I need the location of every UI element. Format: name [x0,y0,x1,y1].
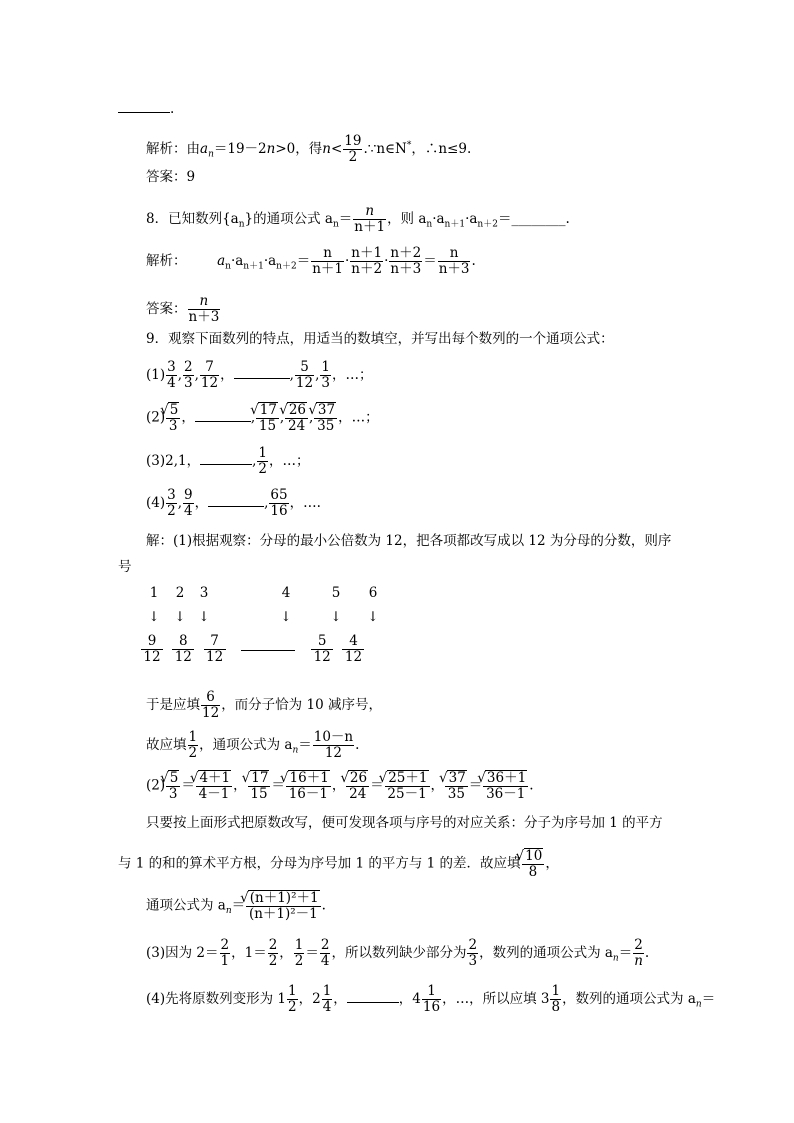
solution-9-explain-2: 与 1 的和的算术平方根，分母为序号加 1 的平方与 1 的差．故应填 √ $\frac{10}{8}$ ， [118,848,559,880]
question-9-part-2: (2) √ $\frac{5}{3}$ ， , √ $\frac{17}{15}$ , √ $\frac{26}{24}$ , √ $\frac{37}{35}$ ，…； [146,402,379,434]
answer-blank-line: . [118,100,174,118]
question-9-part-1: (1) $\frac{3}{4}$ , $\frac{2}{3}$ , $\frac{7}{12}$ ， , $\frac{5}{12}$ , $\frac{1}{3}$ ，…； [146,359,373,391]
answer-8: 答案： $\frac{n}{n+3}$ [146,293,220,325]
question-9-part-3: (3)2,1， , $\frac{1}{2}$ ，…； [146,445,310,477]
question-8: 8．已知数列$\{a_n\}$的通项公式 $a_n=$ $\frac{n}{n+1}$ ，则 $a_n\cdot a_{n+1}\cdot a_{n+2}=\_\_\_\_\_\_\_\_$. [146,203,570,235]
sequence-fraction-row: $\frac{9}{12}$ $\frac{8}{12}$ $\frac{7}{12}$ $\frac{5}{12}$ $\frac{4}{12}$ [140,634,365,665]
answer-line-7: 答案：9 [146,169,196,185]
solution-9-formula-2: 通项公式为 $a_n=$ √ $\frac{\text{(n＋1)²＋1}}{\text{(n＋1)²－1}}$ . [146,890,326,922]
fraction: $\frac{19}{2}$ [344,133,362,165]
solution-8: 解析： $a_n\cdot a_{n+1}\cdot a_{n+2}=$ $\frac{n}{n+1}$ · $\frac{n+1}{n+2}$ · $\frac{n+2}{n+3}$ ＝ $\frac{n}{n+3}$ . [146,245,476,277]
sequence-index-row: 1 2 3 4 5 6 [149,585,378,601]
solution-9-formula-1: 故应填 $\frac{1}{2}$ ，通项公式为 $a_n=$ $\frac{10-n}{12}$ . [146,729,360,761]
solution-line-7: 解析：由$a_n=19-2n>0$，得n< $\frac{19}{2}$ .∵n∈N*，∴n≤9. [146,133,472,165]
solution-9-fill: 于是应填 $\frac{6}{12}$ ，而分子恰为 10 减序号， [146,689,382,721]
solution-9-explain-1: 只要按上面形式把原数改写，便可发现各项与序号的对应关系：分子为序号加 1 的平方 [146,815,663,831]
solution-9-intro: 解：(1)根据观察：分母的最小公倍数为 12，把各项都改写成以 12 为分母的分数，则序 [146,533,672,549]
question-9: 9．观察下面数列的特点，用适当的数填空，并写出每个数列的一个通项公式： [146,331,614,347]
solution-9-part-3: (3)因为 2＝ $\frac{2}{1}$ ，1＝ $\frac{2}{2}$ ， $\frac{1}{2}$ ＝ $\frac{2}{4}$ ，所以数列缺少部分为 $\frac{2}{3}$ ，数列的通项公式为 $a_n=$ $\frac{2}{n}$ . [146,937,650,969]
solution-9-part-2: (2) √ $\frac{5}{3}$ ＝ √ $\frac{4+1}{4-1}$ ， √ $\frac{17}{15}$ ＝ √ $\frac{16+1}{16-1}$ ， √ $\frac{26}{24}$ ＝ √ $\frac{25+1}{25-1}$ ， √ $\frac{37}{35}$ ＝ √ $\frac{36+1}{36-1}$ . [146,770,533,802]
sequence-arrow-row: ↓ ↓ ↓ ↓ ↓ ↓ [148,609,379,625]
solution-9-intro-cont: 号 [118,559,132,575]
solution-9-part-4: (4)先将原数列变形为 1 $\frac{1}{2}$ ，2 $\frac{1}{4}$ ， ，4 $\frac{1}{16}$ ，…，所以应填 3 $\frac{1}{8}$ ，数列的通项公式为 $a_n=$ [146,983,716,1015]
question-9-part-4: (4) $\frac{3}{2}$ , $\frac{9}{4}$ ， , $\frac{65}{16}$ ，…. [146,487,321,519]
